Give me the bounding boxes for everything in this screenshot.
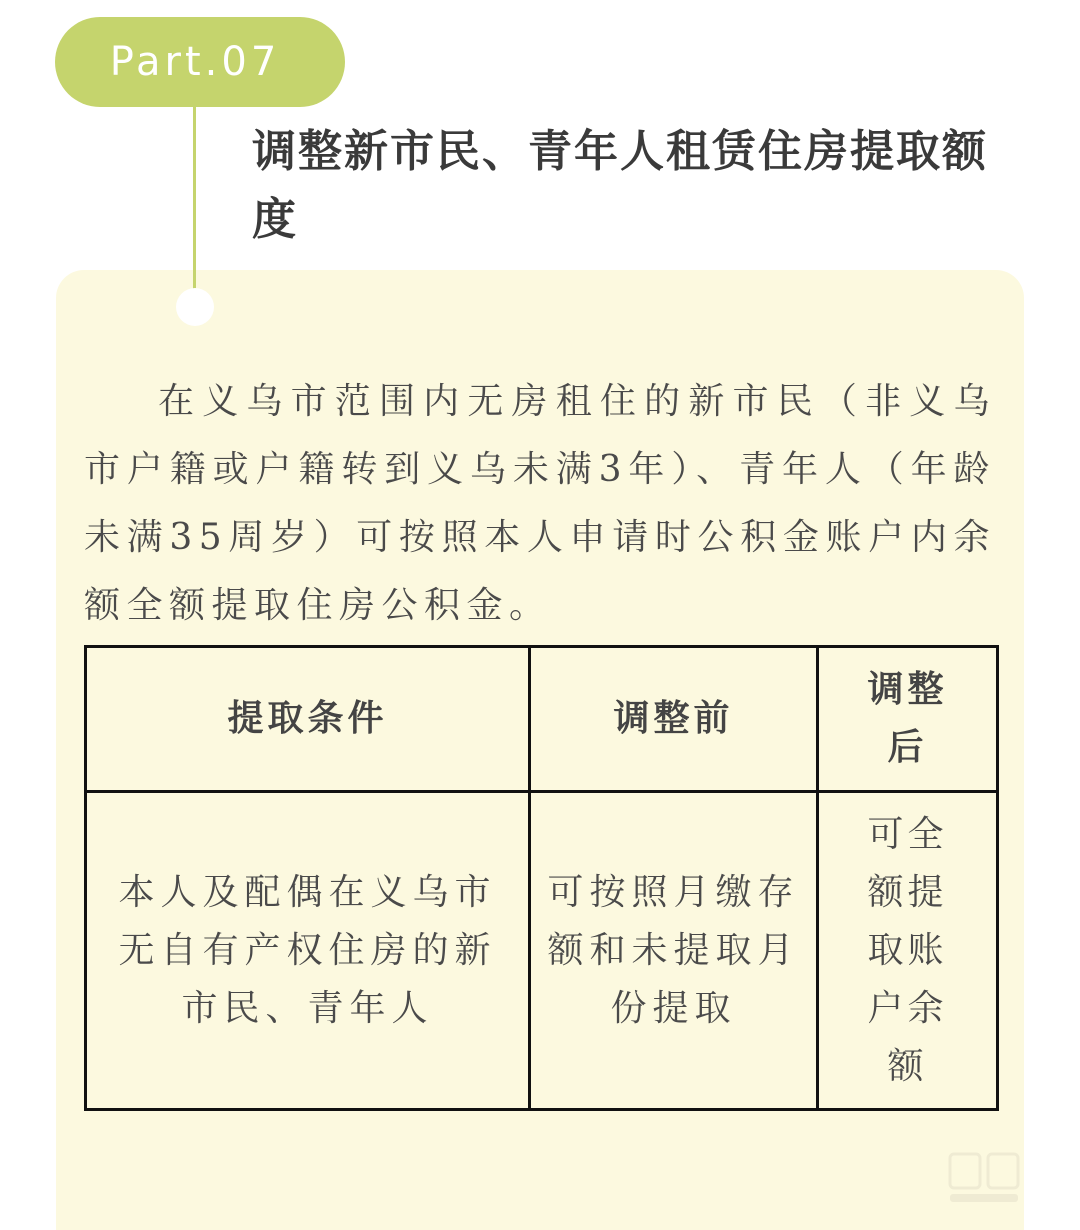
logo-watermark-icon xyxy=(946,1148,1022,1208)
body-paragraph: 在义乌市范围内无房租住的新市民（非义乌市户籍或户籍转到义乌未满3年）、青年人（年龄未满35周岁）可按照本人申请时公积金账户内余额全额提取住房公积金。 xyxy=(84,381,996,626)
cell-before: 可按照月缴存额和未提取月份提取 xyxy=(530,792,818,1110)
cell-after xyxy=(818,792,998,1110)
cell-after-text: 可全额提取账户余额 xyxy=(867,813,948,1087)
header-condition: 提取条件 xyxy=(86,647,530,792)
part-badge: Part.07 xyxy=(55,17,345,107)
cell-condition: 本人及配偶在义乌市无自有产权住房的新市民、青年人 xyxy=(86,792,530,1110)
section-title: 调整新市民、青年人租赁住房提取额度 xyxy=(252,126,988,245)
policy-table xyxy=(84,645,999,1111)
connector-dot xyxy=(176,288,214,326)
connector-line xyxy=(193,105,196,300)
table-header-row xyxy=(86,647,998,792)
header-after xyxy=(818,647,998,792)
header-after-label: 调整后 xyxy=(867,669,948,768)
table-row xyxy=(86,792,998,1110)
header-before: 调整前 xyxy=(530,647,818,792)
